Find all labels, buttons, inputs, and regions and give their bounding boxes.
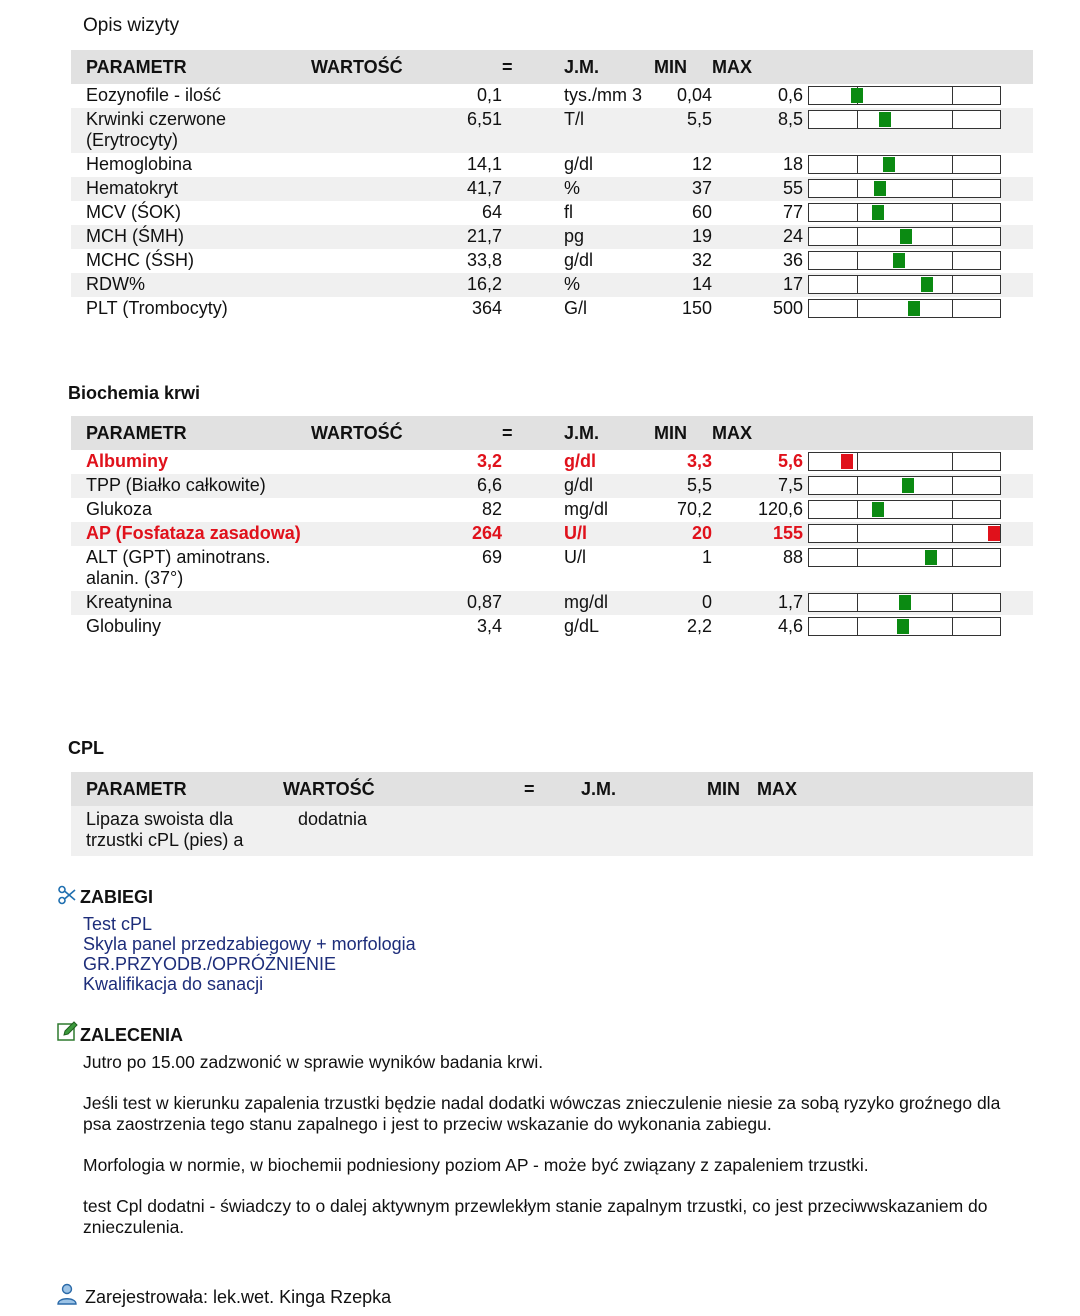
min-cell: 5,5 — [654, 474, 712, 498]
range-gauge — [808, 524, 1001, 543]
max-cell: 24 — [712, 225, 803, 249]
max-cell: 120,6 — [712, 498, 803, 522]
header-value: WARTOŚĆ — [311, 416, 502, 450]
gauge-marker — [897, 619, 909, 634]
param-cell: PLT (Trombocyty) — [71, 297, 311, 321]
zalecenia-paragraph: test Cpl dodatni - świadczy to o dalej aktywnym przewlekłym stanie zapalnym trzustki, co jest przeciwwskazaniem do znieczulenia. — [83, 1196, 988, 1237]
max-cell: 5,6 — [712, 450, 803, 474]
eq-cell — [502, 273, 546, 297]
gauge-marker — [900, 229, 912, 244]
gauge-marker — [872, 502, 884, 517]
unit-cell: g/dL — [546, 615, 654, 639]
eq-cell — [502, 297, 546, 321]
header-gauge — [803, 50, 1033, 84]
value-cell: 6,51 — [311, 108, 502, 153]
gauge-cell — [803, 615, 1033, 639]
header-value: WARTOŚĆ — [311, 50, 502, 84]
value-cell: 16,2 — [311, 273, 502, 297]
gauge-tick — [952, 204, 953, 221]
eq-cell — [502, 153, 546, 177]
list-item: Kwalifikacja do sanacji — [83, 974, 264, 994]
header-unit: J.M. — [546, 416, 654, 450]
max-cell: 8,5 — [712, 108, 803, 153]
range-gauge — [808, 227, 1001, 246]
param-cell: AP (Fosfataza zasadowa) — [71, 522, 311, 546]
gauge-tick — [952, 111, 953, 128]
eq-cell — [502, 225, 546, 249]
max-cell: 55 — [712, 177, 803, 201]
user-icon — [56, 1283, 78, 1305]
table-row — [71, 108, 1033, 153]
table-row — [71, 591, 1033, 615]
header-value: WARTOŚĆ — [283, 772, 524, 806]
param-cell: MCH (ŚMH) — [71, 225, 311, 249]
eq-cell — [502, 108, 546, 153]
header-max: MAX — [757, 772, 853, 806]
gauge-tick — [952, 549, 953, 566]
gauge-cell — [803, 84, 1033, 108]
gauge-tick — [952, 501, 953, 518]
param-cell: Globuliny — [71, 615, 311, 639]
unit-cell: U/l — [546, 546, 654, 591]
table-header-row — [71, 50, 1033, 84]
header-param: PARAMETR — [71, 50, 311, 84]
header-min: MIN — [654, 50, 712, 84]
value-cell: 33,8 — [311, 249, 502, 273]
value-cell: 21,7 — [311, 225, 502, 249]
param-cell: Krwinki czerwone (Erytrocyty) — [71, 108, 311, 153]
unit-cell: g/dl — [546, 474, 654, 498]
gauge-tick — [952, 180, 953, 197]
gauge-tick — [857, 300, 858, 317]
min-cell: 0 — [654, 591, 712, 615]
gauge-tick — [857, 252, 858, 269]
unit-cell: fl — [546, 201, 654, 225]
header-unit: J.M. — [546, 50, 654, 84]
gauge-tick — [857, 594, 858, 611]
value-cell: 264 — [311, 522, 502, 546]
gauge-tick — [952, 156, 953, 173]
gauge-cell — [803, 249, 1033, 273]
max-cell: 4,6 — [712, 615, 803, 639]
gauge-marker — [988, 526, 1000, 541]
header-gauge — [803, 416, 1033, 450]
table-row — [71, 498, 1033, 522]
unit-cell: mg/dl — [546, 498, 654, 522]
gauge-cell — [803, 201, 1033, 225]
value-cell: 69 — [311, 546, 502, 591]
gauge-marker — [874, 181, 886, 196]
gauge-tick — [952, 252, 953, 269]
eq-cell — [502, 450, 546, 474]
param-cell: Hemoglobina — [71, 153, 311, 177]
unit-cell: % — [546, 273, 654, 297]
value-cell: 14,1 — [311, 153, 502, 177]
gauge-tick — [952, 525, 953, 542]
cpl-title: CPL — [68, 738, 104, 758]
gauge-marker — [899, 595, 911, 610]
range-gauge — [808, 275, 1001, 294]
param-cell: Kreatynina — [71, 591, 311, 615]
zalecenia-title: ZALECENIA — [80, 1025, 183, 1045]
min-cell: 3,3 — [654, 450, 712, 474]
table-row — [71, 546, 1033, 591]
zalecenia-paragraph: Jutro po 15.00 zadzwonić w sprawie wyników badania krwi. — [83, 1052, 544, 1072]
max-cell: 18 — [712, 153, 803, 177]
header-eq: = — [524, 772, 568, 806]
gauge-marker — [908, 301, 920, 316]
gauge-tick — [952, 228, 953, 245]
table-row — [71, 153, 1033, 177]
unit-cell: g/dl — [546, 450, 654, 474]
gauge-cell — [803, 498, 1033, 522]
table-row — [71, 84, 1033, 108]
biochem-table — [71, 416, 1033, 639]
table-row — [71, 474, 1033, 498]
morphology-rows — [71, 84, 1033, 321]
gauge-tick — [857, 525, 858, 542]
unit-cell: U/l — [546, 522, 654, 546]
unit-cell: mg/dl — [546, 591, 654, 615]
min-cell: 5,5 — [654, 108, 712, 153]
unit-cell: T/l — [546, 108, 654, 153]
gauge-cell — [803, 522, 1033, 546]
pencil-icon — [57, 1021, 78, 1042]
max-cell: 155 — [712, 522, 803, 546]
gauge-cell — [803, 450, 1033, 474]
param-cell: Glukoza — [71, 498, 311, 522]
gauge-marker — [902, 478, 914, 493]
gauge-cell — [803, 153, 1033, 177]
gauge-tick — [857, 453, 858, 470]
gauge-tick — [857, 180, 858, 197]
value-cell: 0,87 — [311, 591, 502, 615]
param-cell: ALT (GPT) aminotrans. alanin. (37°) — [71, 546, 311, 591]
gauge-marker — [893, 253, 905, 268]
cpl-value: dodatnia — [283, 806, 1033, 856]
table-row — [71, 522, 1033, 546]
range-gauge — [808, 203, 1001, 222]
range-gauge — [808, 86, 1001, 105]
cpl-table — [71, 772, 1033, 856]
range-gauge — [808, 110, 1001, 129]
min-cell: 14 — [654, 273, 712, 297]
max-cell: 7,5 — [712, 474, 803, 498]
min-cell: 37 — [654, 177, 712, 201]
min-cell: 2,2 — [654, 615, 712, 639]
eq-cell — [502, 474, 546, 498]
max-cell: 17 — [712, 273, 803, 297]
gauge-tick — [857, 111, 858, 128]
value-cell: 64 — [311, 201, 502, 225]
param-cell: TPP (Białko całkowite) — [71, 474, 311, 498]
zalecenia-paragraph: Morfologia w normie, w biochemii podniesiony poziom AP - może być związany z zapaleniem trzustki. — [83, 1155, 869, 1175]
gauge-tick — [952, 453, 953, 470]
gauge-marker — [883, 157, 895, 172]
value-cell: 364 — [311, 297, 502, 321]
table-row — [71, 450, 1033, 474]
gauge-cell — [803, 225, 1033, 249]
max-cell: 0,6 — [712, 84, 803, 108]
table-row — [71, 806, 1033, 856]
biochem-title: Biochemia krwi — [68, 383, 201, 403]
gauge-cell — [803, 297, 1033, 321]
unit-cell: g/dl — [546, 153, 654, 177]
unit-cell: % — [546, 177, 654, 201]
max-cell: 1,7 — [712, 591, 803, 615]
table-header-row — [71, 772, 1033, 806]
zabiegi-list — [83, 914, 416, 994]
range-gauge — [808, 476, 1001, 495]
range-gauge — [808, 155, 1001, 174]
value-cell: 6,6 — [311, 474, 502, 498]
eq-cell — [502, 591, 546, 615]
gauge-marker — [921, 277, 933, 292]
range-gauge — [808, 299, 1001, 318]
min-cell: 12 — [654, 153, 712, 177]
range-gauge — [808, 500, 1001, 519]
table-row — [71, 297, 1033, 321]
gauge-cell — [803, 546, 1033, 591]
header-eq: = — [502, 416, 546, 450]
list-item: GR.PRZYODB./OPRÓŻNIENIE — [83, 954, 337, 974]
range-gauge — [808, 593, 1001, 612]
header-eq: = — [502, 50, 546, 84]
eq-cell — [502, 177, 546, 201]
value-cell: 41,7 — [311, 177, 502, 201]
gauge-tick — [857, 477, 858, 494]
gauge-tick — [952, 300, 953, 317]
range-gauge — [808, 452, 1001, 471]
eq-cell — [502, 84, 546, 108]
list-item: Test cPL — [83, 914, 153, 934]
gauge-cell — [803, 177, 1033, 201]
eq-cell — [502, 498, 546, 522]
range-gauge — [808, 617, 1001, 636]
table-row — [71, 615, 1033, 639]
page-title: Opis wizyty — [83, 15, 180, 36]
gauge-tick — [857, 501, 858, 518]
unit-cell: pg — [546, 225, 654, 249]
gauge-tick — [857, 618, 858, 635]
header-max: MAX — [712, 416, 803, 450]
param-cell: RDW% — [71, 273, 311, 297]
unit-cell: g/dl — [546, 249, 654, 273]
eq-cell — [502, 249, 546, 273]
range-gauge — [808, 548, 1001, 567]
max-cell: 77 — [712, 201, 803, 225]
gauge-marker — [872, 205, 884, 220]
gauge-cell — [803, 108, 1033, 153]
biochem-rows — [71, 450, 1033, 639]
eq-cell — [502, 615, 546, 639]
gauge-tick — [857, 276, 858, 293]
min-cell: 19 — [654, 225, 712, 249]
gauge-tick — [857, 549, 858, 566]
gauge-marker — [851, 88, 863, 103]
gauge-tick — [857, 156, 858, 173]
param-cell: MCHC (ŚSH) — [71, 249, 311, 273]
min-cell: 0,04 — [654, 84, 712, 108]
min-cell: 20 — [654, 522, 712, 546]
param-cell: MCV (ŚOK) — [71, 201, 311, 225]
min-cell: 32 — [654, 249, 712, 273]
value-cell: 3,4 — [311, 615, 502, 639]
min-cell: 1 — [654, 546, 712, 591]
gauge-tick — [952, 618, 953, 635]
header-unit: J.M. — [568, 772, 707, 806]
gauge-marker — [925, 550, 937, 565]
morphology-table — [71, 50, 1033, 321]
unit-cell: tys./mm 3 — [546, 84, 654, 108]
param-cell: Eozynofile - ilość — [71, 84, 311, 108]
gauge-marker — [841, 454, 853, 469]
header-param: PARAMETR — [71, 772, 283, 806]
min-cell: 150 — [654, 297, 712, 321]
min-cell: 70,2 — [654, 498, 712, 522]
max-cell: 88 — [712, 546, 803, 591]
gauge-tick — [952, 276, 953, 293]
min-cell: 60 — [654, 201, 712, 225]
table-row — [71, 177, 1033, 201]
gauge-tick — [857, 204, 858, 221]
header-max: MAX — [712, 50, 803, 84]
value-cell: 3,2 — [311, 450, 502, 474]
header-gauge — [853, 772, 1033, 806]
header-param: PARAMETR — [71, 416, 311, 450]
gauge-cell — [803, 273, 1033, 297]
table-row — [71, 225, 1033, 249]
gauge-cell — [803, 474, 1033, 498]
param-cell: Albuminy — [71, 450, 311, 474]
unit-cell: G/l — [546, 297, 654, 321]
table-row — [71, 249, 1033, 273]
value-cell: 0,1 — [311, 84, 502, 108]
gauge-marker — [879, 112, 891, 127]
list-item: Skyla panel przedzabiegowy + morfologia — [83, 934, 416, 954]
table-row — [71, 273, 1033, 297]
gauge-cell — [803, 591, 1033, 615]
max-cell: 500 — [712, 297, 803, 321]
range-gauge — [808, 179, 1001, 198]
scissors-icon — [57, 885, 77, 905]
gauge-tick — [952, 477, 953, 494]
param-cell: Hematokryt — [71, 177, 311, 201]
table-header-row — [71, 416, 1033, 450]
header-min: MIN — [707, 772, 757, 806]
registered-by: Zarejestrowała: lek.wet. Kinga Rzepka — [85, 1287, 392, 1307]
gauge-tick — [952, 594, 953, 611]
gauge-tick — [857, 228, 858, 245]
eq-cell — [502, 201, 546, 225]
table-row — [71, 201, 1033, 225]
value-cell: 82 — [311, 498, 502, 522]
zalecenia-paragraph: Jeśli test w kierunku zapalenia trzustki będzie nadal dodatki wówczas znieczulenie niesie za sobą ryzyko groźnego dla psa zaostrzenia tego stanu zapalnego i jest to przeciw wskazanie do wykonania zabiegu. — [83, 1093, 1001, 1134]
max-cell: 36 — [712, 249, 803, 273]
cpl-param: Lipaza swoista dla trzustki cPL (pies) a — [71, 806, 283, 856]
range-gauge — [808, 251, 1001, 270]
gauge-tick — [952, 87, 953, 104]
zabiegi-title: ZABIEGI — [80, 887, 154, 907]
eq-cell — [502, 522, 546, 546]
header-min: MIN — [654, 416, 712, 450]
eq-cell — [502, 546, 546, 591]
